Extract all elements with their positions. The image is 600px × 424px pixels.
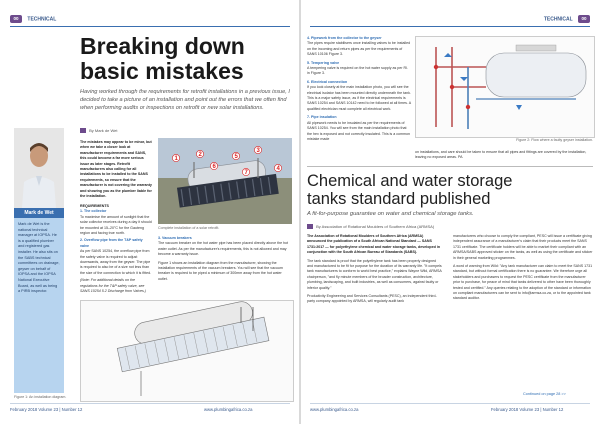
section5-heading: 5. Tempering valve xyxy=(307,60,340,65)
installation-photo xyxy=(158,138,292,224)
article2-title-line1: Chemical and water storage xyxy=(307,172,513,190)
left-header-rule xyxy=(10,26,290,27)
right-page xyxy=(301,0,600,424)
vacuum-breaker-section xyxy=(158,236,292,282)
section7-body: All pipework needs to be insulated as per the requirements of SANS 10254. You will see from the main installation photo that the hex is exposed and not correctly insulated. This is a common mistake made xyxy=(307,120,411,141)
figure2-caption: Figure 2: Flow where a faulty geyser installation. xyxy=(516,138,593,142)
left-footer-rule xyxy=(10,403,290,404)
section7-continued: on installations, and care should be taken to ensure that all pipes and fittings are covered by the installation, leaving no exposed areas. PA xyxy=(415,150,587,160)
byline-icon xyxy=(80,128,86,133)
article2-subtitle: A fit-for-purpose guarantee on water and chemical storage tanks. xyxy=(307,211,474,217)
section2-note: (Note: For additional details on the regulations for the T&P safety valve, see SANS 10254 5.2 Discharge from Valves.) xyxy=(80,278,146,294)
svg-text:6: 6 xyxy=(212,164,216,170)
left-footer-date: February 2018 Volume 23 | Number 12 xyxy=(10,407,83,412)
author-name-banner: Mark de Wet xyxy=(14,208,64,218)
installation-photo-caption: Complete installation of a solar retrofit. xyxy=(158,226,220,230)
article2-title-line2: tanks standard published xyxy=(307,190,491,208)
article2-para3: Productivity Engineering and Services Consultants (PESC), an independent third-party company appointed by ARMSA, will regularly audit tank xyxy=(307,294,437,304)
continued-sections xyxy=(307,36,411,142)
section6-heading: 6. Electrical connection xyxy=(307,79,348,84)
section3-body: The vacuum breaker on the hot water pipe has been placed directly above the hot water outlet. As per the manufacturer's requirements, this is not allowed and may become a warranty issue. xyxy=(158,241,289,257)
svg-text:1: 1 xyxy=(174,156,178,162)
left-page xyxy=(0,0,299,424)
article2-byline-text: By Association of Rotational Moulders of Southern Africa (ARMSA) xyxy=(316,224,435,229)
article-title-line2: basic mistakes xyxy=(80,58,244,84)
svg-text:2: 2 xyxy=(198,152,202,158)
right-footer-rule xyxy=(310,403,590,404)
article2-para5: A word of warning from Wild: "Any tank manufacturer can claim to meet the SANS 1731 standard, but without formal certification there is no guarantee. We therefore urge all stakeholders and purchasers to request the PESC certificate from the manufacturer prior to purchase, for peace of mind that tanks delivered to other have been thoroughly tested and certified." Any queries relating to the adoption of the standard or information on compliant manufacturers can be sent to info@armsa.co.za, or to the appointed tank standard auditor. xyxy=(453,264,593,301)
author-bio-panel xyxy=(14,218,64,393)
left-page-number: 00 xyxy=(10,15,22,23)
section4-heading: 4. Pipework from the collector to the geyser xyxy=(307,36,382,40)
author-bio: Mark de Wet is the national technical manager at IOPSA. He is a qualified plumber and registered gas installer. He also sits on the SABS technical committees on drainage, geyser on behalf of IOPSA and the IOPSA National Executive Board, as well as being a PIRB inspector. xyxy=(18,222,60,294)
requirements-column xyxy=(80,204,152,295)
author-photo xyxy=(14,128,64,208)
section3-body2: Figure 1 shows an installation diagram from the manufacturer, showing the installation requirements of the vacuum breakers. You will see that the vacuum breaker is required to be piped a minimum of 300mm away from the hot water outlet. xyxy=(158,260,283,281)
section5-body: A tempering valve is required on the hot water supply as per Rl. in Figure 3. xyxy=(307,66,408,76)
byline-prefix: By xyxy=(89,128,94,133)
article2-para2: The tank standard is proof that the polyethylene tank has been properly designed and manufactured to be fit for purpose for the duration of its warranty life. "It compels tank manufacturers to conform to world best practice," explains Wayne Wild, ARMSA chairperson, "and fly minute members of the broader construction, architecture, plumbing, landscaping, and built industries, as well as consumers, against faulty or inferior quality." xyxy=(307,258,442,290)
section4-body: The pipes require stabilisers once installing valves to be installed on the incoming and return pipes as per the requirements of SANS 10106 Figure 3. xyxy=(307,41,411,57)
right-header-rule xyxy=(310,26,590,27)
article2-para4: manufacturers who choose to comply the compliant, PESC will issue a certificate giving independent assurance of a manufacturer's claim that their products meet the SANS 1731 certificate. The certificate holders will be able to market their compliant with an ARMSA/SABS approved sticker on the tanks, as well as using the certificate and sticker in their general marketing programmes. xyxy=(453,234,593,260)
article2-column1 xyxy=(307,234,443,305)
section1-body: To maximise the amount of sunlight that the solar collector receives during a day it should be mounted at 15–20°C for the Gauteng region and facing true north. xyxy=(80,214,152,236)
requirements-heading: REQUIREMENTS xyxy=(80,204,109,208)
article2-byline-icon xyxy=(307,224,313,229)
lead-paragraph: The mistakes may appear to be minor, but when we take a closer look at manufacturer requirements and SANS, this could become a far more serious issue as later stages. Retrofit manufacturers also calling for all installations to be installed to the SANS requirements, so ensure that the manufacturer is not covering the warranty and showing you as the plumber liable for the installation. xyxy=(80,140,152,199)
byline xyxy=(80,128,118,133)
right-footer-date: February 2018 Volume 23 | Number 12 xyxy=(491,407,564,412)
article2-column2 xyxy=(453,234,593,302)
article2-title xyxy=(307,172,597,208)
section2-body: As per SANS 10254, the overflow pipe from the safety valve is required to adjust downwards, away from the geyser. The pipe is required to also be of a size not less than the size of the connection to which it is fitted. xyxy=(80,249,152,275)
article-divider xyxy=(307,166,593,167)
right-footer-url: www.plumbingafrica.co.za xyxy=(310,407,359,412)
figure1-diagram xyxy=(80,300,294,402)
svg-text:4: 4 xyxy=(276,166,280,172)
svg-text:5: 5 xyxy=(234,154,238,160)
section2-heading: 2. Overflow pipe from the T&P safety valve xyxy=(80,238,143,248)
article2-lead: The Association of Rotational Moulders of Southern Africa (ARMSA) announced the publication of a South African National Standard — SANS 1731:2017 — for polyethylene chemical and water storage tanks, developed in conjunction with the South African Bureau of Standards (SABS). xyxy=(307,234,441,255)
section6-body: If you look closely at the main installation photo, you will see the electrical isolator has been mounted directly underneath the tank. This is a major safety issue, as if the electrical requirements is SANS 10254 and SANS 10142 need to be followed at all times. A qualified electrician must complete all electrical work. xyxy=(307,85,411,111)
svg-text:3: 3 xyxy=(256,148,260,154)
article-title xyxy=(80,34,295,84)
continued-link[interactable]: Continued on page 28 >> xyxy=(523,392,566,396)
section3-heading: 3. Vacuum breakers xyxy=(158,236,192,240)
byline-name: Mark de Wet xyxy=(94,128,118,133)
section1-heading: 1. The collector xyxy=(80,209,107,214)
figure2-diagram xyxy=(415,36,595,138)
section7-heading: 7. Pipe insulation xyxy=(307,115,337,120)
svg-text:7: 7 xyxy=(244,170,248,176)
right-section-label: TECHNICAL xyxy=(543,16,573,23)
figure1-caption: Figure 1: An installation diagram. xyxy=(14,395,67,399)
article2-byline xyxy=(307,224,434,229)
left-footer-url: www.plumbingafrica.co.za xyxy=(204,407,253,412)
article-intro: Having worked through the requirements for retrofit installations in a previous issue, I decided to take a picture of an installation and point out the errors that we often find when performing audits or inspections on retrofit or new solar installations. xyxy=(80,89,290,111)
right-page-number: 00 xyxy=(578,15,590,23)
article-title-line1: Breaking down xyxy=(80,33,245,59)
left-section-label: TECHNICAL xyxy=(27,16,57,23)
